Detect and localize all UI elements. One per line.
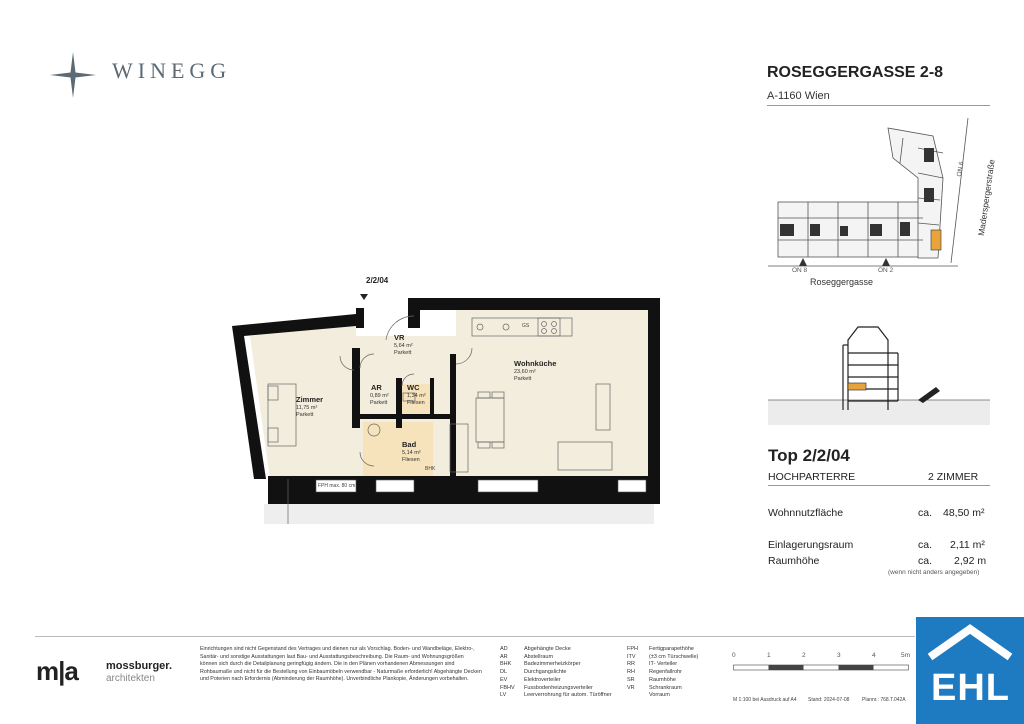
plan-gs-label: GS — [522, 323, 530, 329]
storage-label: Einlagerungsraum — [768, 539, 854, 551]
area-value: 48,50 m² — [943, 507, 985, 519]
unit-rooms: 2 ZIMMER — [928, 471, 979, 483]
floor-plan — [228, 294, 660, 526]
legend-codes-2: FPH ITV RR RH SR VR — [627, 646, 638, 691]
architect-name: mossburger. — [106, 660, 173, 672]
property-address: A-1160 Wien — [767, 90, 830, 102]
brand-logo-text: WINEGG — [112, 58, 232, 83]
plan-date: Stand: 2024-07-08 — [808, 697, 850, 703]
room-ar-name: AR — [371, 383, 382, 392]
storage-ca: ca. — [918, 539, 933, 551]
room-bad-area: 5,14 m² — [402, 450, 421, 456]
building-section-diagram — [768, 325, 990, 425]
legend-codes-1: AD AR BHK DL EV FBHV LV — [500, 646, 515, 699]
scale-bar — [733, 660, 909, 670]
room-wohnkueche-floor: Parkett — [514, 376, 532, 382]
room-zimmer-floor: Parkett — [296, 412, 314, 418]
legend-text-1: Abgehängte Decke Abstellraum Badezimmerheizkörper Durchgangslichte Elektroverteiler Fussbodenheizungsverteiler Leerverrohrung für autom. Türöffner — [524, 646, 612, 699]
ehl-logo-text: EHL — [931, 667, 1010, 709]
room-wc-area: 1,34 m² — [407, 393, 426, 399]
site-marker-on2: ON 2 — [878, 267, 894, 274]
room-vr-name: VR — [394, 333, 405, 342]
street-roseggergasse: Roseggergasse — [810, 277, 874, 287]
height-note: (wenn nicht anders angegeben) — [888, 569, 980, 576]
scale-tick-2: 2 — [802, 652, 806, 659]
unit-plan-label: 2/2/04 — [366, 276, 389, 285]
room-ar-floor: Parkett — [370, 400, 388, 406]
room-zimmer-name: Zimmer — [296, 395, 324, 404]
house-roof-icon — [916, 617, 1024, 667]
height-label: Raumhöhe — [768, 555, 820, 567]
site-marker-on8: ON 8 — [792, 267, 808, 274]
architect-mark: m|a — [36, 656, 78, 686]
scale-tick-3: 3 — [837, 652, 841, 659]
unit-top-number: Top 2/2/04 — [768, 446, 850, 465]
unit-divider — [768, 485, 990, 486]
room-wohnkueche-area: 23,60 m² — [514, 369, 536, 375]
scale-info: M 1:100 bei Ausdruck auf A4 — [733, 697, 797, 703]
room-vr-area: 5,64 m² — [394, 343, 413, 349]
room-bad-floor: Fliesen — [402, 457, 420, 463]
unit-floor: HOCHPARTERRE — [768, 471, 856, 483]
site-marker-on6: ON 6 — [956, 161, 966, 178]
scale-tick-4: 4 — [872, 652, 876, 659]
scale-tick-0: 0 — [732, 652, 736, 659]
legend-text-2: Fertigparapethöhe (±3 cm Türschwelle) IT- Verteiler Regenfallrohr Raumhöhe Schrankraum Vorraum — [649, 646, 699, 699]
area-label: Wohnnutzfläche — [768, 507, 844, 519]
winegg-star-icon — [50, 52, 96, 98]
room-ar-area: 0,89 m² — [370, 393, 389, 399]
property-title: ROSEGGERGASSE 2-8 — [767, 64, 944, 81]
storage-value: 2,11 m² — [950, 539, 985, 551]
plan-fph-label: FPH max. 80 cm — [318, 483, 356, 489]
room-bad-name: Bad — [402, 440, 417, 449]
plan-bhk-label: BHK — [425, 466, 436, 472]
room-vr-floor: Parkett — [394, 350, 412, 356]
footer-divider — [35, 636, 915, 637]
architect-sub: architekten — [106, 673, 155, 684]
street-maderspergerstrasse: Maderspergerstraße — [976, 158, 997, 237]
height-value: 2,92 m — [954, 555, 987, 567]
height-ca: ca. — [918, 555, 933, 567]
scale-tick-5: 5m — [901, 652, 911, 659]
area-ca: ca. — [918, 507, 933, 519]
scale-tick-1: 1 — [767, 652, 771, 659]
disclaimer-text: Einrichtungen sind nicht Gegenstand des Vertrages und dienen nur als Vorschlag. Boden- und Wandbeläge, Elektro-, Sanitär- und sonstige Ausstattungen laut Bau- und Ausstattungsbeschreibung. Die Raum- und Wohnungsgrößen können sich durch die Detailplanung geringfügig ändern. Die in den Plänen vorhandenen Abmessungen sind Rohbaumaße und nicht für die Bestellung von Einbaumöbeln verwendbar - Naturmaße erforderlich! Abgehängte Decken und Poterien nach Erfordernis (Abminderung der Raumhöhe). Unverbindliche Plankopie, Änderungen vorbehalten. — [200, 646, 482, 682]
room-wc-floor: Fliesen — [407, 400, 425, 406]
room-wc-name: WC — [407, 383, 420, 392]
room-wohnkueche-name: Wohnküche — [514, 359, 557, 368]
header-divider — [767, 105, 990, 106]
plan-number: Plannr.: 768.T.042A — [862, 697, 906, 703]
room-zimmer-area: 11,75 m² — [296, 405, 318, 411]
